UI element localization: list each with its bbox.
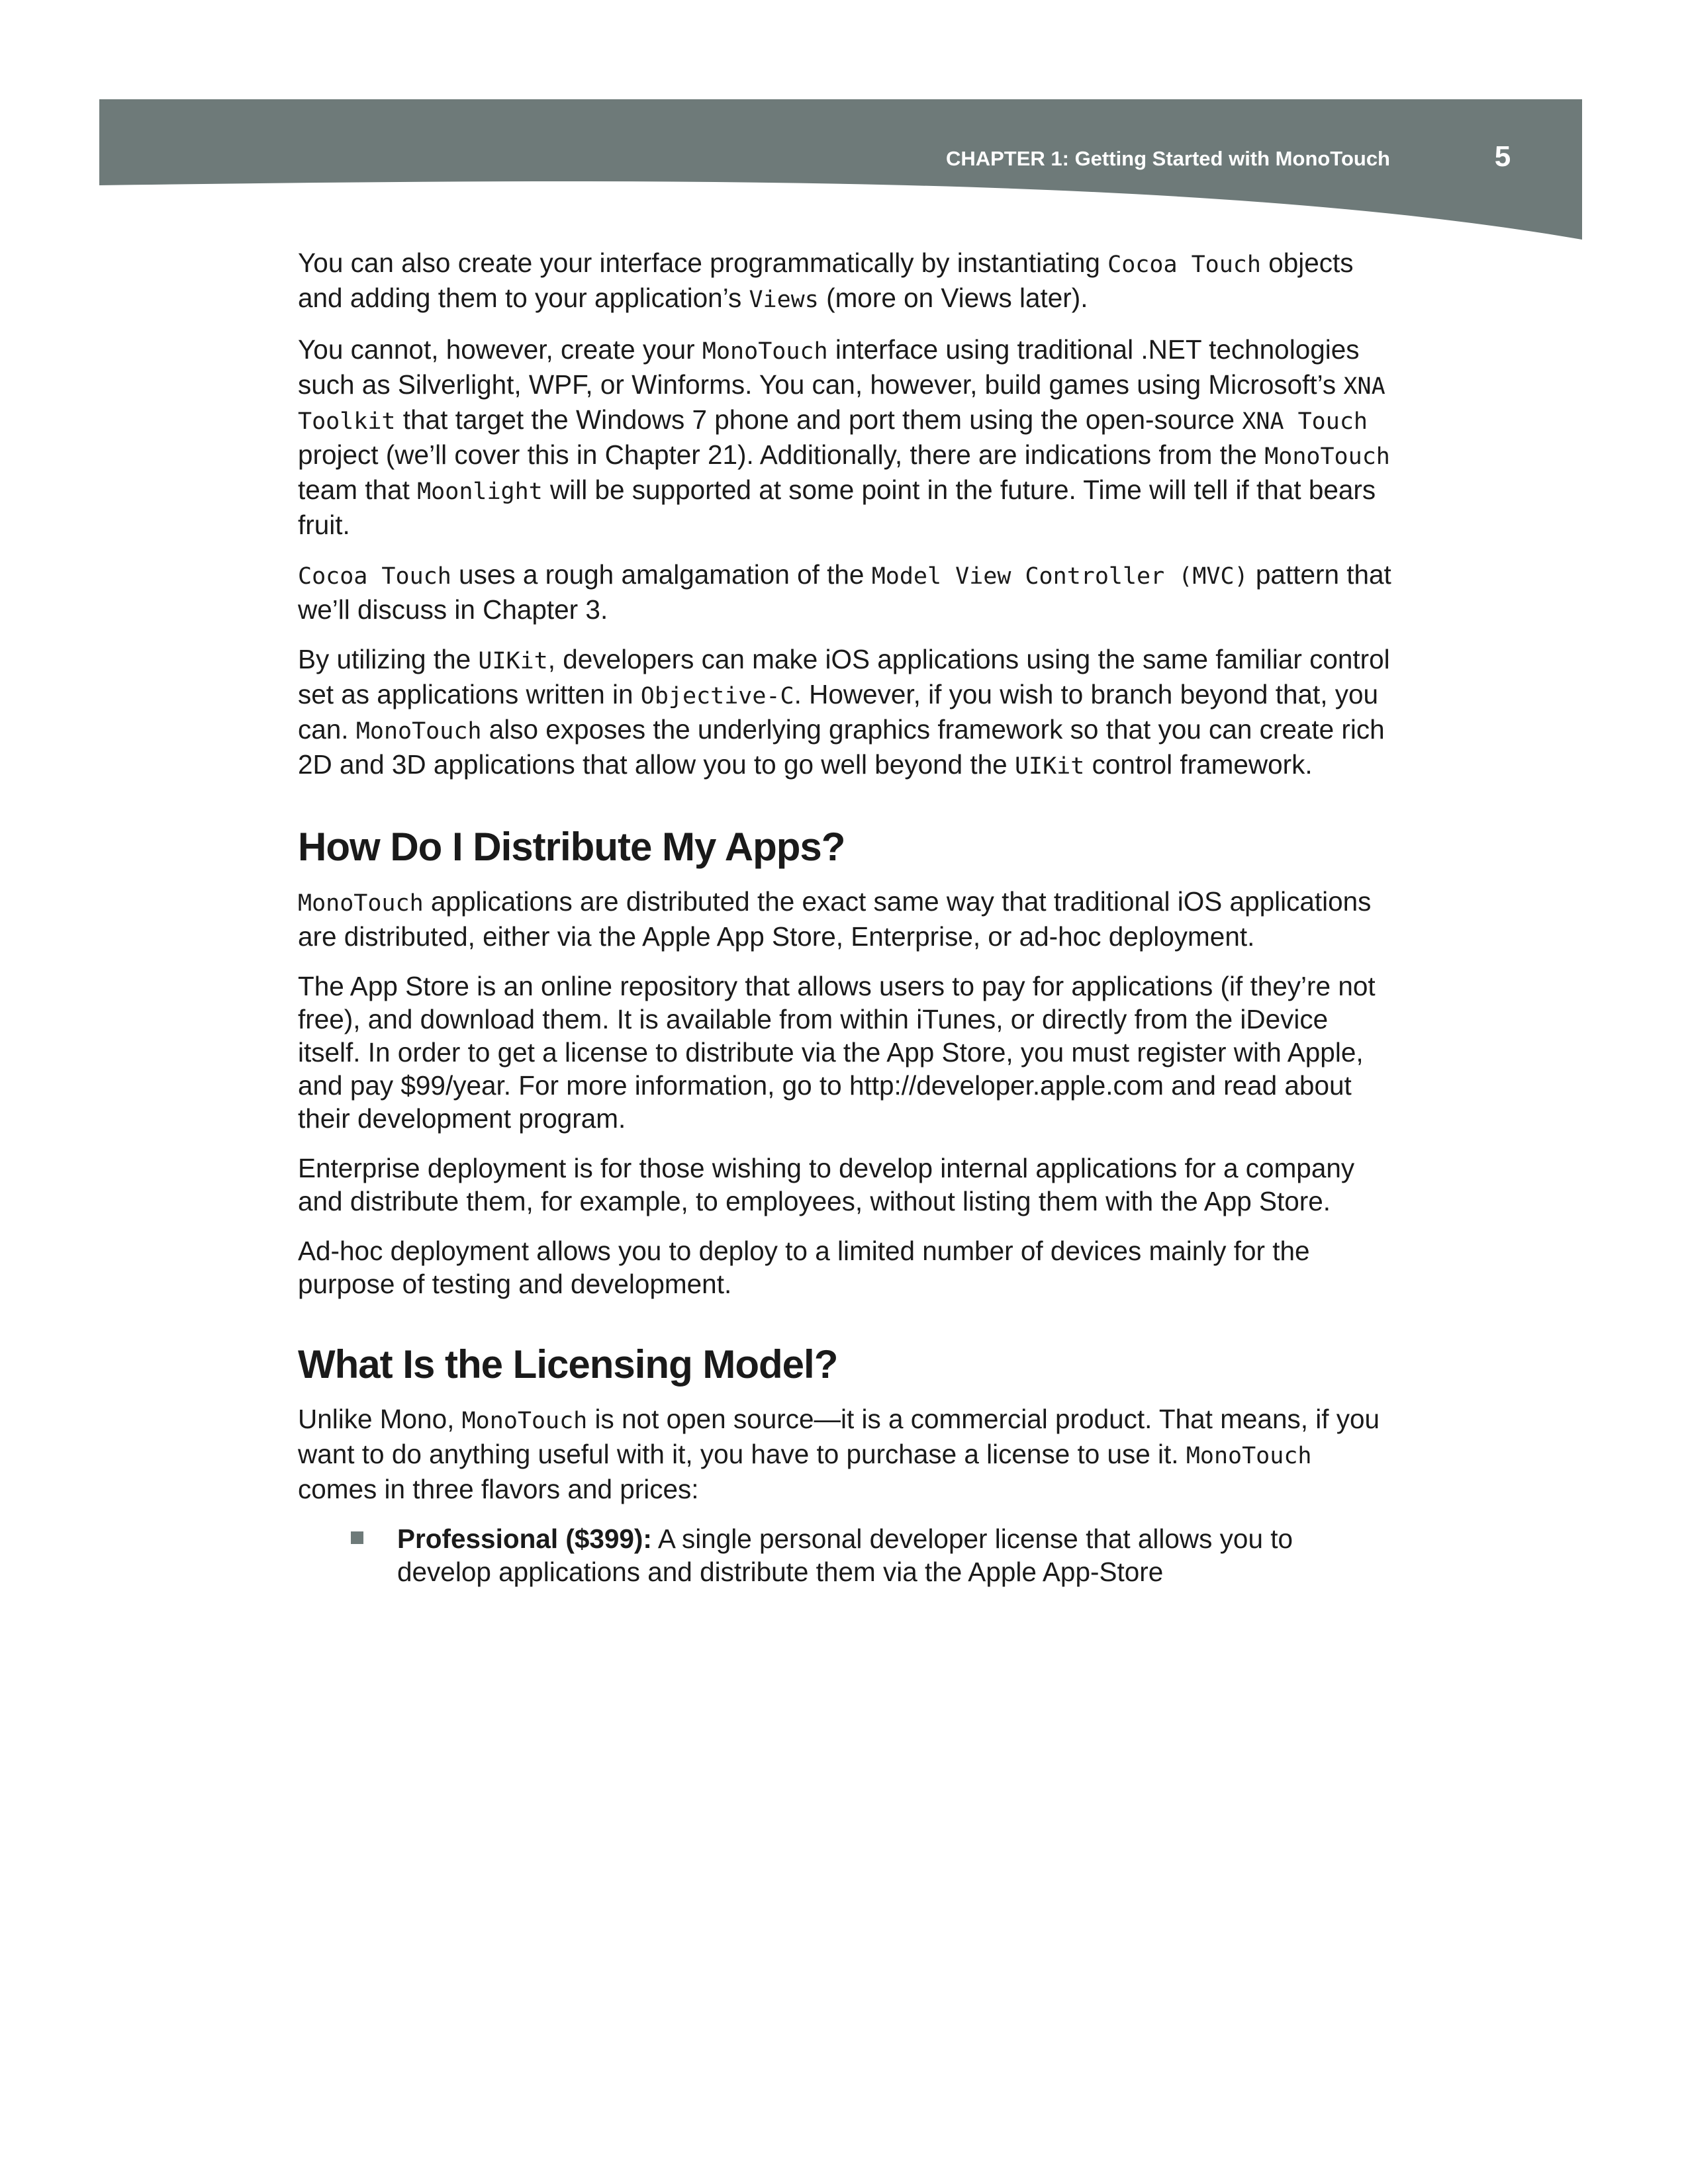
header-band [0, 0, 1688, 251]
code-term: Views [749, 287, 819, 313]
code-term: Cocoa Touch [298, 563, 451, 590]
section-heading: How Do I Distribute My Apps? [298, 825, 845, 869]
square-bullet-icon [351, 1531, 363, 1544]
paragraph: MonoTouch applications are distributed the exact same way that traditional iOS applications are distributed, either via the Apple App Store, Enterprise, or ad-hoc deployment. [298, 886, 1372, 952]
paragraph: The App Store is an online repository that allows users to pay for applications (if they’re not free), and download them. It is available from within iTunes, or directly from the iDevice itself. In order to get a license to distribute via the App Store, you must register with Apple, and pay $99/year. For more information, go to http://developer.apple.com and read about their development program. [298, 971, 1376, 1134]
code-term: UIKit [1014, 753, 1085, 780]
code-term: MonoTouch [1186, 1443, 1312, 1469]
page-body [298, 246, 1397, 1588]
code-term: MonoTouch [355, 718, 482, 745]
paragraph: You cannot, however, create your MonoTouch interface using traditional .NET technologies such as Silverlight, WPF, or Winforms. You can, however, build games using Microsoft’s XNA Toolkit that target the Windows 7 phone and port them using the open-source XNA Touch project (we’ll cover this in Chapter 21). Additionally, there are indications from the MonoTouch team that Moonlight will be supported at some point in the future. Time will tell if that bears fruit. [298, 334, 1390, 540]
code-term: Moonlight [417, 478, 543, 505]
code-term: MonoTouch [461, 1408, 588, 1434]
code-term: XNA Touch [1242, 408, 1368, 435]
section-heading: What Is the Licensing Model? [298, 1342, 838, 1387]
paragraph: Cocoa Touch uses a rough amalgamation of the Model View Controller (MVC) pattern that we’ll discuss in Chapter 3. [298, 559, 1391, 625]
code-term: UIKit [478, 648, 548, 674]
code-term: MonoTouch [298, 890, 424, 917]
paragraph: By utilizing the UIKit, developers can make iOS applications using the same familiar control set as applications written in Objective-C. However, if you wish to branch beyond that, you can. MonoTouch also exposes the underlying graphics framework so that you can create rich 2D and 3D applications that allow you to go well beyond the UIKit control framework. [298, 644, 1390, 780]
code-term: MonoTouch [702, 338, 828, 365]
bullet-term: Professional ($399): [397, 1524, 652, 1554]
pricing-list [298, 1522, 1337, 1588]
code-term: Model View Controller (MVC) [871, 563, 1248, 590]
code-term: Cocoa Touch [1107, 251, 1261, 278]
paragraph: Unlike Mono, MonoTouch is not open source—it is a commercial product. That means, if you want to do anything useful with it, you have to purchase a license to use it. MonoTouch comes in three flavors and prices: [298, 1404, 1380, 1504]
paragraph: Ad-hoc deployment allows you to deploy to a limited number of devices mainly for the purpose of testing and development. [298, 1236, 1310, 1299]
page-number: 5 [1494, 140, 1511, 173]
code-term: MonoTouch [1264, 443, 1390, 470]
code-term: XNA Toolkit [298, 373, 1385, 435]
paragraph: Enterprise deployment is for those wishing to develop internal applications for a company and distribute them, for example, to employees, without listing them with the App Store. [298, 1153, 1355, 1216]
code-term: Objective-C [640, 683, 794, 709]
running-head: CHAPTER 1: Getting Started with MonoTouch [945, 147, 1390, 170]
list-item [397, 1522, 1337, 1588]
bullet-text: A single personal developer license that allows you to develop applications and distribute them via the Apple App-Store [397, 1524, 1293, 1587]
paragraph: You can also create your interface programmatically by instantiating Cocoa Touch objects and adding them to your application’s Views (more on Views later). [298, 248, 1354, 313]
